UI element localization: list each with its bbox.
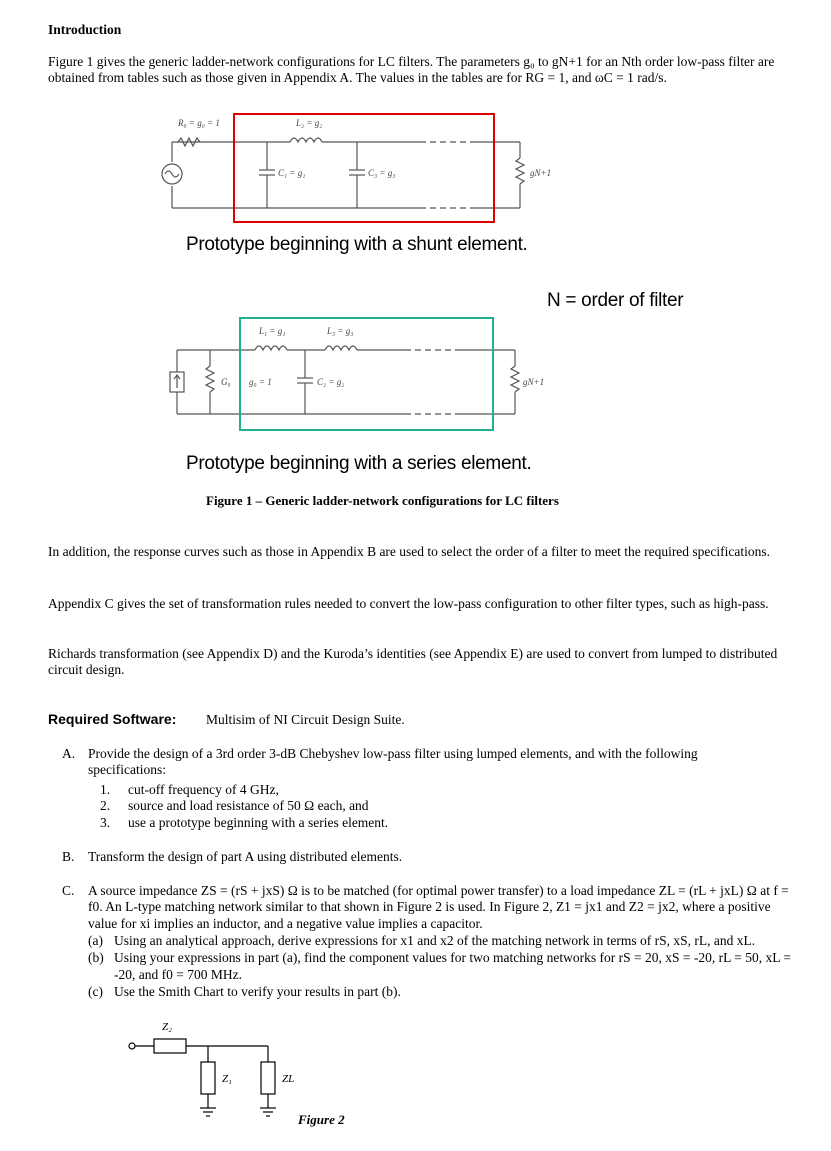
part-a-item-3-num: 3. — [100, 815, 111, 830]
svg-text:gN+1: gN+1 — [530, 168, 552, 178]
part-a-letter: A. — [62, 746, 76, 761]
svg-text:L₂ = g₂: L₂ = g₂ — [296, 118, 323, 128]
paragraph-appendix-de: Richards transformation (see Appendix D) and the Kuroda’s identities (see Appendix E) are used to convert from lumped to distributed circuit design. — [48, 646, 778, 677]
order-note: N = order of filter — [547, 290, 684, 311]
shunt-prototype-diagram — [150, 110, 570, 230]
svg-text:G₀: G₀ — [221, 377, 231, 387]
intro-paragraph: Figure 1 gives the generic ladder-network configurations for LC filters. The parameters g₀ to gN+1 for an Nth order low-pass filter are obtained from tables such as those given in Appendix A. The values in the tables are for RG = 1, and ωC = 1 rad/s. — [48, 54, 775, 85]
zl-impedance — [261, 1062, 275, 1094]
part-a-item-2: source and load resistance of 50 Ω each, and — [128, 798, 369, 813]
shunt-prototype-caption: Prototype beginning with a shunt element. — [186, 234, 528, 255]
paragraph-appendix-c: Appendix C gives the set of transformation rules needed to convert the low-pass configuration to other filter types, such as high-pass. — [48, 596, 769, 611]
part-a-item-2-num: 2. — [100, 798, 111, 813]
z1-impedance — [201, 1062, 215, 1094]
svg-text:L₃ = g₃: L₃ = g₃ — [327, 326, 354, 336]
series-prototype-diagram — [165, 312, 585, 437]
part-c-text: A source impedance ZS = (rS + jxS) Ω is to be matched (for optimal power transfer) to a load impedance ZL = (rL + jxL) Ω at f = f0. An L-type matching network similar to that shown in Figure 2 is used. In Figure 2, Z1 = jx1 and Z2 = jx2, where a positive value for xi implies an inductor, and a negative value implies a capacitor. — [88, 883, 789, 931]
part-b-text: Transform the design of part A using distributed elements. — [88, 849, 403, 864]
figure1-caption: Figure 1 – Generic ladder-network configurations for LC filters — [206, 493, 559, 508]
paragraph-appendix-b: In addition, the response curves such as those in Appendix B are used to select the order of a filter to meet the required specifications. — [48, 544, 771, 559]
svg-text:Z₁: Z₁ — [222, 1073, 232, 1085]
svg-text:R₀ = g₀ = 1: R₀ = g₀ = 1 — [178, 118, 220, 128]
series-inductor-l3 — [325, 346, 357, 350]
part-a-item-1-num: 1. — [100, 782, 111, 797]
part-a-item-1: cut-off frequency of 4 GHz, — [128, 782, 279, 797]
svg-text:gN+1: gN+1 — [523, 377, 545, 387]
part-c-sub-b-num: (b) — [88, 950, 104, 965]
part-c-sub-a-num: (a) — [88, 933, 103, 948]
figure2-l-network-diagram — [120, 1010, 320, 1130]
part-c-letter: C. — [62, 883, 75, 898]
svg-text:Z₂: Z₂ — [162, 1021, 172, 1033]
software-label: Required Software: — [48, 711, 177, 727]
series-prototype-caption: Prototype beginning with a series element. — [186, 453, 532, 474]
series-inductor-l2 — [290, 138, 322, 142]
svg-text:g₀ = 1: g₀ = 1 — [249, 377, 272, 387]
figure2-caption: Figure 2 — [298, 1112, 345, 1127]
shunt-red-box — [234, 114, 494, 222]
part-c-sub-b: Using your expressions in part (a), find the component values for two matching networks for rS = 20, xS = -20, rL = 50, xL = -20, and f0 = 700 MHz. — [114, 950, 791, 982]
series-inductor-l1 — [255, 346, 287, 350]
svg-text:C₃ = g₃: C₃ = g₃ — [368, 168, 396, 178]
svg-text:L₁ = g₁: L₁ = g₁ — [259, 326, 286, 336]
svg-text:C₁ = g₁: C₁ = g₁ — [278, 168, 306, 178]
part-a-item-3: use a prototype beginning with a series element. — [128, 815, 389, 830]
section-heading-introduction: Introduction — [48, 22, 122, 37]
part-c-sub-c: Use the Smith Chart to verify your results in part (b). — [114, 984, 401, 999]
part-b-letter: B. — [62, 849, 75, 864]
load-resistor — [516, 158, 524, 184]
part-c-sub-a: Using an analytical approach, derive expressions for x1 and x2 of the matching network in terms of rS, xS, rL, and xL. — [114, 933, 756, 948]
part-a-text: Provide the design of a 3rd order 3-dB Chebyshev low-pass filter using lumped elements, and with the following specifications: — [88, 746, 698, 777]
part-c-sub-c-num: (c) — [88, 984, 103, 999]
load-resistor — [511, 366, 519, 392]
z2-impedance — [154, 1039, 186, 1053]
svg-text:C₂ = g₂: C₂ = g₂ — [317, 377, 345, 387]
source-conductance — [206, 366, 214, 392]
software-value: Multisim of NI Circuit Design Suite. — [206, 712, 405, 727]
svg-text:ZL: ZL — [282, 1073, 295, 1085]
